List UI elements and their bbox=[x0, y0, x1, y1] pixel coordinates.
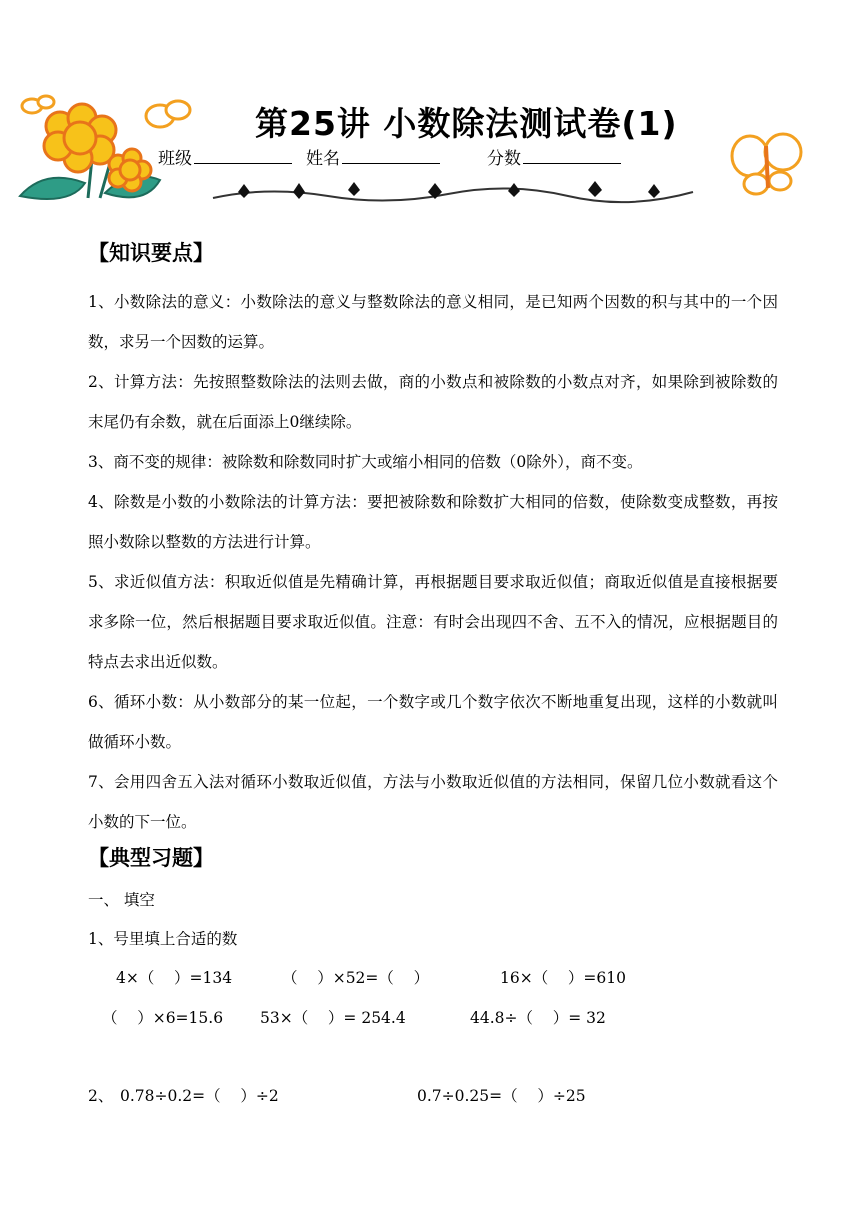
knowledge-point: 3、商不变的规律：被除数和除数同时扩大或缩小相同的倍数（0除外），商不变。 bbox=[88, 453, 643, 471]
knowledge-points-list bbox=[88, 282, 778, 842]
q1-item[interactable]: 44.8÷（ ）= 32 bbox=[470, 1009, 606, 1027]
vine-divider bbox=[208, 178, 698, 208]
name-field[interactable] bbox=[306, 144, 440, 169]
question-two-label: 2、 bbox=[88, 1087, 114, 1105]
name-label: 姓名 bbox=[306, 149, 340, 169]
knowledge-point: 7、会用四舍五入法对循环小数取近似值，方法与小数取近似值的方法相同，保留几位小数就看这个小数的下一位。 bbox=[88, 773, 778, 831]
q1-item[interactable]: （ ）×52=（ ） bbox=[282, 969, 430, 987]
score-blank[interactable] bbox=[523, 147, 621, 164]
page-header bbox=[0, 78, 860, 228]
score-label: 分数 bbox=[487, 149, 521, 169]
class-field[interactable] bbox=[158, 144, 292, 169]
q1-item[interactable]: 53×（ ）= 254.4 bbox=[260, 1009, 406, 1027]
knowledge-point: 4、除数是小数的小数除法的计算方法：要把被除数和除数扩大相同的倍数，使除数变成整数，再按照小数除以整数的方法进行计算。 bbox=[88, 493, 778, 551]
page-title: 第25讲 小数除法测试卷(1) bbox=[255, 104, 678, 143]
knowledge-point: 1、小数除法的意义：小数除法的意义与整数除法的意义相同，是已知两个因数的积与其中的一个因数，求另一个因数的运算。 bbox=[88, 293, 778, 351]
q1-item[interactable]: 4×（ ）=134 bbox=[116, 969, 233, 987]
class-blank[interactable] bbox=[194, 147, 292, 164]
q1-item[interactable]: （ ）×6=15.6 bbox=[102, 1009, 224, 1027]
knowledge-point: 6、循环小数：从小数部分的某一位起，一个数字或几个数字依次不断地重复出现，这样的小数就叫做循环小数。 bbox=[88, 693, 778, 751]
exercises-heading: 【典型习题】 bbox=[88, 846, 214, 870]
knowledge-heading: 【知识要点】 bbox=[88, 241, 214, 265]
part-one-title: 一、 填空 bbox=[88, 891, 155, 909]
knowledge-point: 2、计算方法：先按照整数除法的法则去做，商的小数点和被除数的小数点对齐，如果除到被除数的末尾仍有余数，就在后面添上0继续除。 bbox=[88, 373, 778, 431]
butterfly-decoration bbox=[728, 126, 808, 201]
class-label: 班级 bbox=[158, 149, 192, 169]
knowledge-point: 5、求近似值方法：积取近似值是先精确计算，再根据题目要求取近似值；商取近似值是直接根据要求多除一位，然后根据题目要求取近似值。注意：有时会出现四不舍、五不入的情况，应根据题目的特点去求出近似数。 bbox=[88, 573, 778, 671]
score-field[interactable] bbox=[487, 144, 621, 169]
name-blank[interactable] bbox=[342, 147, 440, 164]
q2-item[interactable]: 0.7÷0.25=（ ）÷25 bbox=[417, 1087, 586, 1105]
question-one-title: 1、号里填上合适的数 bbox=[88, 930, 238, 948]
q2-item[interactable]: 0.78÷0.2=（ ）÷2 bbox=[120, 1087, 279, 1105]
q1-item[interactable]: 16×（ ）=610 bbox=[500, 969, 626, 987]
